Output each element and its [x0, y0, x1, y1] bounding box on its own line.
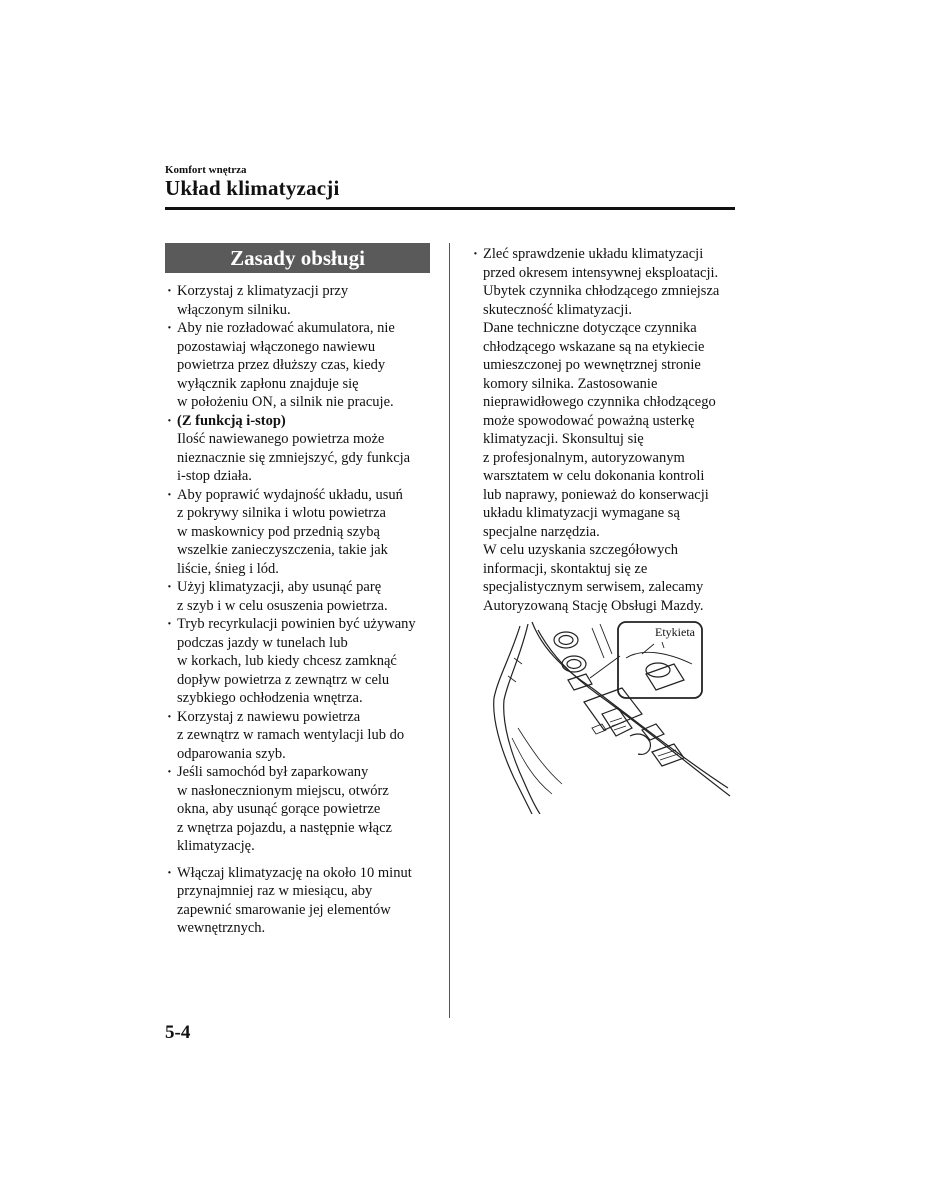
text-line: W celu uzyskania szczegółowych	[483, 542, 678, 558]
text-line: Ubytek czynnika chłodzącego zmniejsza	[483, 283, 720, 299]
text-line: zapewnić smarowanie jej elementów	[177, 901, 391, 918]
left-column	[165, 282, 435, 938]
text-line: z wnętrza pojazdu, a następnie włącz	[177, 819, 392, 836]
text-line: · Zleć sprawdzenie układu klimatyzacji	[483, 246, 704, 262]
text-line: specjalne narzędzia.	[483, 523, 600, 540]
section-label: Komfort wnętrza	[165, 164, 247, 176]
text-line: · Aby nie rozładować akumulatora, nie	[177, 320, 395, 336]
text-line: · Korzystaj z klimatyzacji przy	[177, 283, 349, 299]
text-line: z zewnątrz w ramach wentylacji lub do	[177, 727, 405, 743]
text-line: · Jeśli samochód był zaparkowany	[177, 764, 369, 780]
bullet-item	[165, 615, 435, 708]
bullet-item	[165, 763, 435, 856]
bullet-item	[165, 708, 435, 764]
text-line: powietrza przez dłuższy czas, kiedy	[177, 357, 386, 373]
bullet-item	[165, 578, 435, 615]
text-line: z pokrywy silnika i wlotu powietrza	[177, 505, 386, 521]
bullet-item	[165, 319, 435, 412]
text-line: w nasłonecznionym miejscu, otwórz	[177, 782, 389, 799]
text-line: skuteczność klimatyzacji.	[483, 301, 632, 318]
text-line: z szyb i w celu osuszenia powietrza.	[177, 597, 388, 614]
section-heading: Zasady obsługi	[165, 243, 430, 273]
text-line: liście, śnieg i lód.	[177, 560, 279, 577]
text-line: włączonym silniku.	[177, 301, 291, 318]
text-line: przed okresem intensywnej eksploatacji.	[483, 264, 719, 281]
text-line: w korkach, lub kiedy chcesz zamknąć	[177, 653, 397, 669]
text-line: wszelkie zanieczyszczenia, takie jak	[177, 542, 388, 558]
text-line: układu klimatyzacji wymagane są	[483, 505, 680, 521]
column-divider	[449, 243, 450, 1018]
text-line: okna, aby usunąć gorące powietrze	[177, 801, 381, 817]
text-line: podczas jazdy w tunelach lub	[177, 634, 348, 651]
text-line: lub naprawy, ponieważ do konserwacji	[483, 486, 709, 503]
text-line: informacji, skontaktuj się ze	[483, 560, 648, 577]
text-line: w położeniu ON, a silnik nie pracuje.	[177, 394, 394, 410]
text-line: pozostawiaj włączonego nawiewu	[177, 338, 376, 355]
text-line: · Tryb recyrkulacji powinien być używany	[177, 616, 416, 632]
text-line: chłodzącego wskazane są na etykiecie	[483, 338, 705, 355]
text-line: nieprawidłowego czynnika chłodzącego	[483, 394, 716, 410]
engine-compartment-illustration	[492, 618, 732, 814]
text-line: komory silnika. Zastosowanie	[483, 375, 658, 392]
text-line: specjalistycznym serwisem, zalecamy	[483, 579, 704, 595]
bullet-item	[165, 486, 435, 579]
text-line: Ilość nawiewanego powietrza może	[177, 431, 385, 447]
bullet-item	[165, 864, 435, 938]
page-number: 5-4	[165, 1022, 191, 1043]
text-line: dopływ powietrza z zewnątrz w celu	[177, 671, 390, 688]
text-line: · Korzystaj z nawiewu powietrza	[177, 708, 361, 725]
text-line: wewnętrznych.	[177, 920, 266, 936]
text-line: klimatyzację.	[177, 838, 255, 854]
text-line: warsztatem w celu dokonania kontroli	[483, 468, 705, 484]
text-line: przynajmniej raz w miesiącu, aby	[177, 883, 373, 899]
bullet-item	[165, 412, 435, 486]
text-line: nieznacznie się zmniejszyć, gdy funkcja	[177, 449, 411, 466]
text-line: może spowodować poważną usterkę	[483, 412, 695, 429]
text-line: szybkiego ochłodzenia wnętrza.	[177, 690, 363, 706]
text-line: · Użyj klimatyzacji, aby usunąć parę	[177, 579, 382, 595]
text-line: · Aby poprawić wydajność układu, usuń	[177, 486, 403, 503]
bullet-item	[471, 245, 741, 615]
text-line: i-stop działa.	[177, 468, 252, 484]
text-line: klimatyzacji. Skonsultuj się	[483, 431, 644, 447]
istop-subheading: · (Z funkcją i-stop)	[177, 412, 286, 429]
text-line: z profesjonalnym, autoryzowanym	[483, 449, 685, 466]
bullet-item	[165, 282, 435, 319]
title-divider	[165, 207, 735, 210]
text-line: umieszczonej po wewnętrznej stronie	[483, 357, 701, 373]
figure-callout-label: Etykieta	[655, 625, 695, 639]
chapter-title: Układ klimatyzacji	[165, 176, 340, 200]
text-line: · Włączaj klimatyzację na około 10 minut	[177, 864, 412, 881]
right-column	[471, 245, 741, 615]
text-line: w maskownicy pod przednią szybą	[177, 523, 380, 540]
text-line: Dane techniczne dotyczące czynnika	[483, 320, 697, 336]
text-line: wyłącznik zapłonu znajduje się	[177, 375, 359, 392]
spacer	[165, 856, 435, 864]
text-line: odparowania szyb.	[177, 745, 286, 762]
text-line: Autoryzowaną Stację Obsługi Mazdy.	[483, 597, 704, 614]
